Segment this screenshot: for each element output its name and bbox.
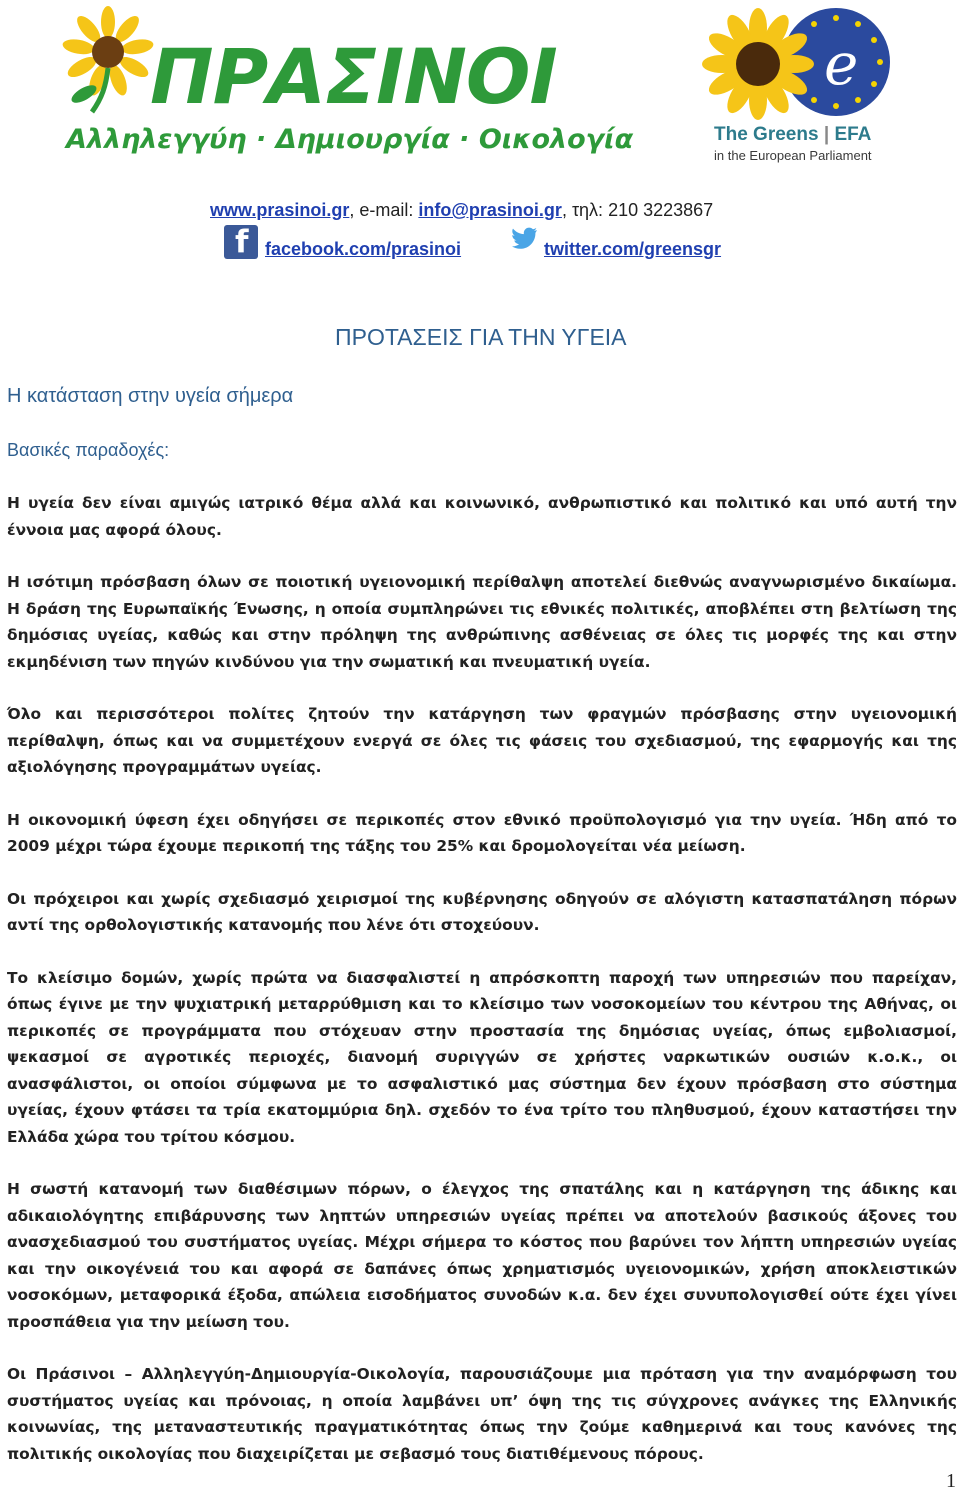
paragraph: Η σωστή κατανομή των διαθέσιμων πόρων, ο έλεγχος της σπατάλης και η κατάργηση της άδικης και αδικαιολόγητης επιβάρυνσης των ληπτών υπηρεσιών υγείας πρέπει να αποτελούν βασικούς άξονες του ανασχεδιασμού του συστήματος υγείας. Μέχρι σήμερα το κόστος που βαρύνει τον λήπτη υπηρεσιών υγείας και την οικογένειά του και αφορά σε δαπάνες όπως χρηματισμός υγειονομικών, χρήση αποκλειστικών νοσοκόμων, μεταφορικά έξοδα, απώλεια εισοδήματος συνοδών κ.α. δεν έχει συνυπολογισθεί ούτε έχει γίνει προσπάθεια για την μείωση του. <box>7 1180 957 1331</box>
paragraph: Οι πρόχειροι και χωρίς σχεδιασμό χειρισμοί της κυβέρνησης οδηγούν σε αλόγιστη κατασπατάληση πόρων αντί της ορθολογιστικής κατανομής που λένε ότι στοχεύουν. <box>7 889 957 934</box>
facebook-icon: f <box>224 225 258 259</box>
prasinoi-logo <box>60 6 634 166</box>
logo-subtitle: Αλληλεγγύη · Δημιουργία · Οικολογία <box>66 124 634 155</box>
document-body <box>7 490 957 1493</box>
paragraph: Όλο και περισσότεροι πολίτες ζητούν την κατάργηση των φραγμών πρόσβασης στην υγειονομική περίθαλψη, όπως και να συμμετέχουν ενεργά σε όλες τις φάσεις του σχεδιασμού, της εφαρμογής και της αξιολόγησης προγραμμάτων υγείας. <box>7 705 957 776</box>
facebook-link[interactable]: facebook.com/prasinoi <box>265 239 462 259</box>
sunflower-icon <box>62 6 154 116</box>
sunflower-eu-icon <box>696 4 906 122</box>
twitter-link[interactable]: twitter.com/greensgr <box>544 239 722 259</box>
twitter-icon <box>512 227 538 249</box>
social-links <box>224 225 784 265</box>
greens-subtitle: in the European Parliament <box>714 148 872 163</box>
paragraph: Το κλείσιμο δομών, χωρίς πρώτα να διασφαλιστεί η απρόσκοπτη παροχή των υπηρεσιών που παρείχαν, όπως έγινε με την ψυχιατρική μεταρρύθμιση και το κλείσιμο των νοσοκομείων του κέντρου της Αθήνας, οι περικοπές σε προγράμματα που στόχευαν στην προστασία της δημόσιας υγείας, όπως εμβολιασμοί, ψεκασμοί σε αγροτικές περιοχές, διανομή συριγγών σε χρήστες ναρκωτικών ουσιών κ.ο.κ., οι ανασφάλιστοι, οι οποίοι σύμφωνα με το ασφαλιστικό μας σύστημα δεν έχουν πρόσβαση στο σύστημα υγείας, έχουν φτάσει τα τρία εκατομμύρια δηλ. σχεδόν το ένα τρίτο του πληθυσμού, έχουν καταστήσει την Ελλάδα χώρα του τρίτου κόσμου. <box>7 968 957 1146</box>
paragraph: Η ισότιμη πρόσβαση όλων σε ποιοτική υγειονομική περίθαλψη αποτελεί διεθνώς αναγνωρισμένο δικαίωμα. Η δράση της Ευρωπαϊκής Ένωσης, η οποία συμπληρώνει τις εθνικές πολιτικές, αποβλέπει στη βελτίωση της δημόσιας υγείας, καθώς και στην πρόληψη της ανθρώπινης ασθένειας σε όλες τις μορφές της και στην εκμηδένιση των πηγών κινδύνου για την σωματική και πνευματική υγεία. <box>7 573 957 671</box>
paragraph: Η υγεία δεν είναι αμιγώς ιατρικό θέμα αλλά και κοινωνικό, ανθρωπιστικό και πολιτικό και υπό αυτή την έννοια μας αφορά όλους. <box>7 494 957 539</box>
section-subheading: Βασικές παραδοχές: <box>7 440 170 460</box>
page-header <box>0 0 960 300</box>
paragraph: Η οικονομική ύφεση έχει οδηγήσει σε περικοπές στον εθνικό προϋπολογισμό για την υγεία. Ήδη από το 2009 μέχρι τώρα έχουμε περικοπή της τάξης του 25% και δρομολογείται νέα μείωση. <box>7 810 957 855</box>
contact-line <box>210 200 713 221</box>
greens-efa-text: EFA <box>834 124 872 145</box>
greens-name: The Greens | EFA <box>714 124 872 145</box>
email-link[interactable]: info@prasinoi.gr <box>418 200 562 220</box>
website-link[interactable]: www.prasinoi.gr <box>210 200 350 220</box>
section-heading: Η κατάσταση στην υγεία σήμερα <box>7 385 294 407</box>
greens-efa-logo <box>696 4 906 164</box>
paragraph: Οι Πράσινοι – Αλληλεγγύη-Δημιουργία-Οικολογία, παρουσιάζουμε μια πρόταση για την αναμόρφωση του συστήματος υγείας και πρόνοιας, η οποία λαμβάνει υπ’ όψη της τις σύγχρονες ανάγκες της Ελληνικής κοινωνίας, της μεταναστευτικής πραγματικότητας όπως την ζούμε καθημερινά και τους κανόνες της πολιτικής οικολογίας που διαχειρίζεται με σεβασμό τους διατιθέμενους πόρους. <box>7 1365 957 1463</box>
page-number: 1 <box>946 1470 956 1492</box>
document-title: ΠΡΟΤΑΣΕΙΣ ΓΙΑ ΤΗΝ ΥΓΕΙΑ <box>335 324 627 350</box>
svg-text:e: e <box>824 30 859 98</box>
logo-title: ΠΡΑΣΙΝΟΙ <box>150 32 557 121</box>
email-label: , e-mail: <box>349 200 419 220</box>
greens-name-text: The Greens <box>714 124 819 145</box>
phone-text: , τηλ: 210 3223867 <box>561 200 714 220</box>
